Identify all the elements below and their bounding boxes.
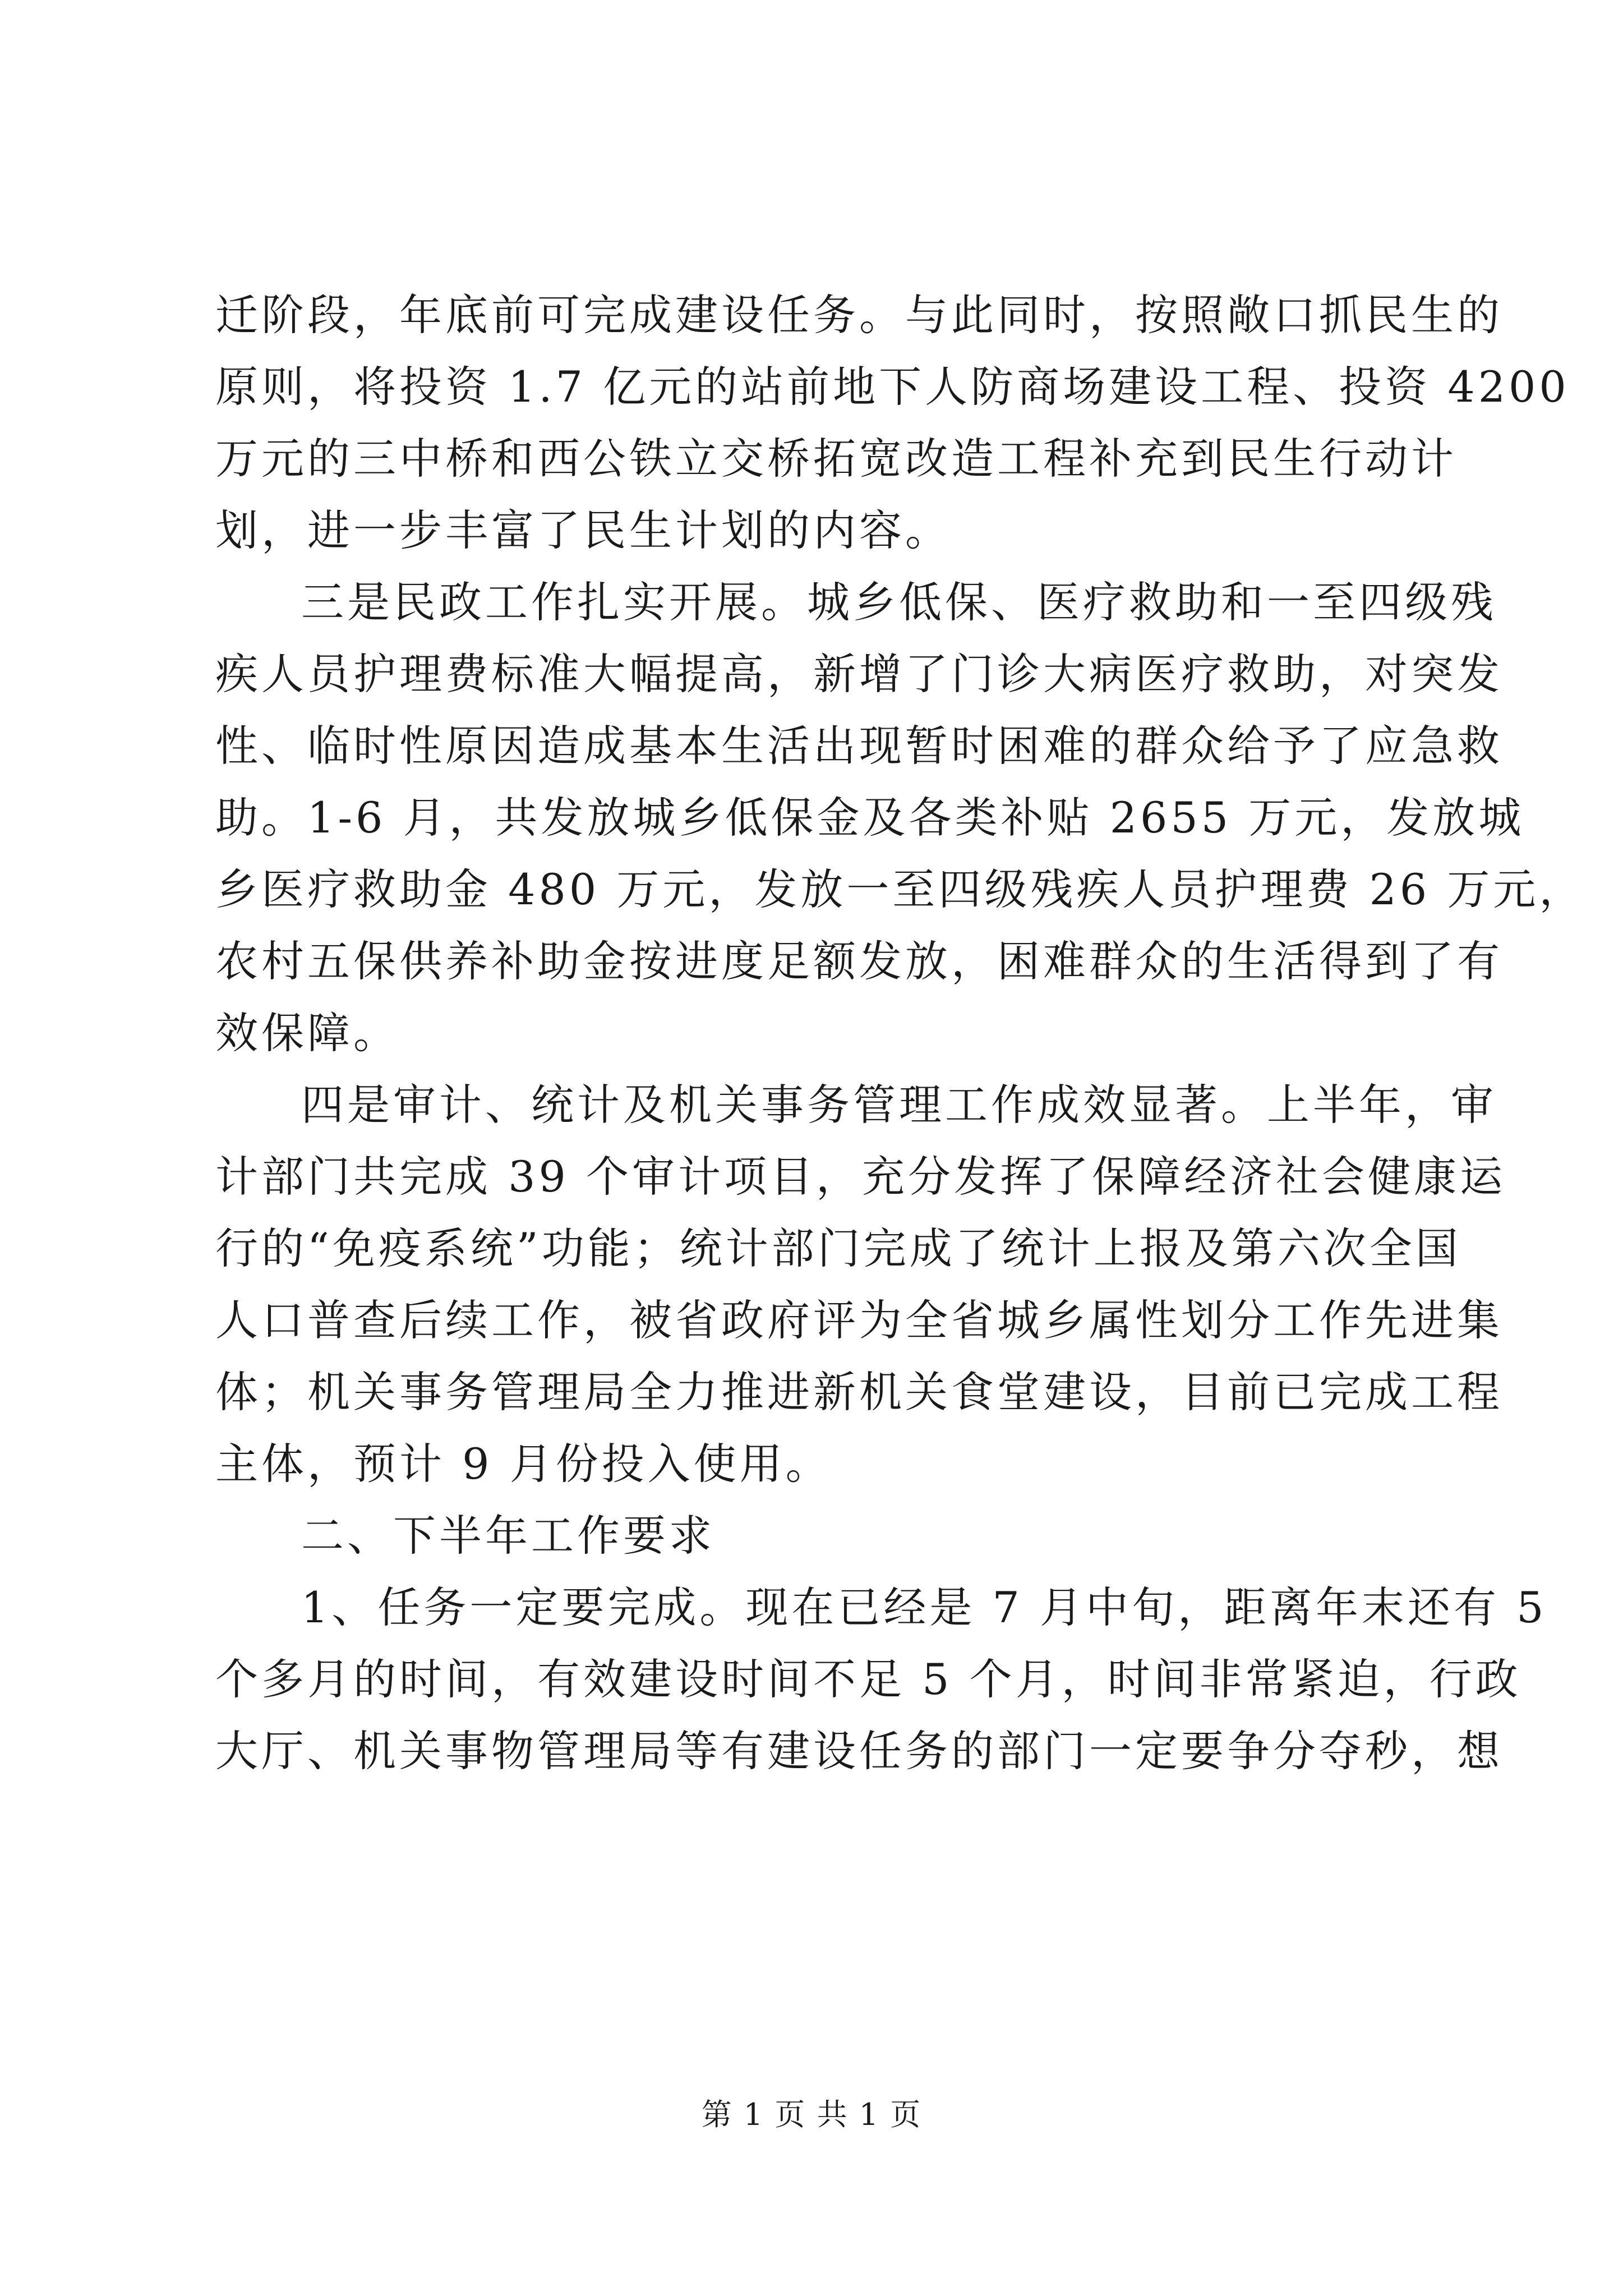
text-line: 乡医疗救助金 480 万元，发放一至四级残疾人员护理费 26 万元， [215, 864, 1585, 914]
paragraph-first-line: 1、任务一定要完成。现在已经是 7 月中旬，距离年末还有 5 [301, 1582, 1547, 1632]
text-line: 划，进一步丰富了民生计划的内容。 [215, 505, 951, 555]
text-line: 助。1-6 月，共发放城乡低保金及各类补贴 2655 万元，发放城 [215, 793, 1525, 843]
page-footer [0, 2095, 1623, 2134]
paragraph-first-line: 四是审计、统计及机关事务管理工作成效显著。上半年，审 [301, 1080, 1497, 1130]
text-line: 行的“免疫系统”功能；统计部门完成了统计上报及第六次全国 [215, 1223, 1461, 1273]
page-number-label: 第 1 页 共 1 页 [701, 2097, 922, 2132]
text-line: 个多月的时间，有效建设时间不足 5 个月，时间非常紧迫，行政 [215, 1654, 1521, 1704]
text-line: 万元的三中桥和西公铁立交桥拓宽改造工程补充到民生行动计 [215, 434, 1457, 484]
text-line: 性、临时性原因造成基本生活出现暂时困难的群众给予了应急救 [215, 721, 1503, 771]
document-body [215, 279, 1585, 1787]
paragraph-first-line: 三是民政工作扎实开展。城乡低保、医疗救助和一至四级残 [301, 577, 1497, 627]
text-line: 农村五保供养补助金按进度足额发放，困难群众的生活得到了有 [215, 936, 1503, 986]
text-line: 主体，预计 9 月份投入使用。 [215, 1439, 832, 1489]
text-line: 大厅、机关事物管理局等有建设任务的部门一定要争分夺秒，想 [215, 1726, 1503, 1776]
text-line: 计部门共完成 39 个审计项目，充分发挥了保障经济社会健康运 [215, 1152, 1506, 1202]
text-line: 人口普查后续工作，被省政府评为全省城乡属性划分工作先进集 [215, 1295, 1503, 1345]
text-line: 原则，将投资 1.7 亿元的站前地下人防商场建设工程、投资 4200 [215, 362, 1570, 412]
text-line: 效保障。 [215, 1008, 399, 1058]
text-line: 体；机关事务管理局全力推进新机关食堂建设，目前已完成工程 [215, 1367, 1503, 1417]
section-heading: 二、下半年工作要求 [301, 1511, 715, 1561]
text-line: 疾人员护理费标准大幅提高，新增了门诊大病医疗救助，对突发 [215, 649, 1503, 699]
text-line: 迁阶段，年底前可完成建设任务。与此同时，按照敞口抓民生的 [215, 290, 1503, 340]
